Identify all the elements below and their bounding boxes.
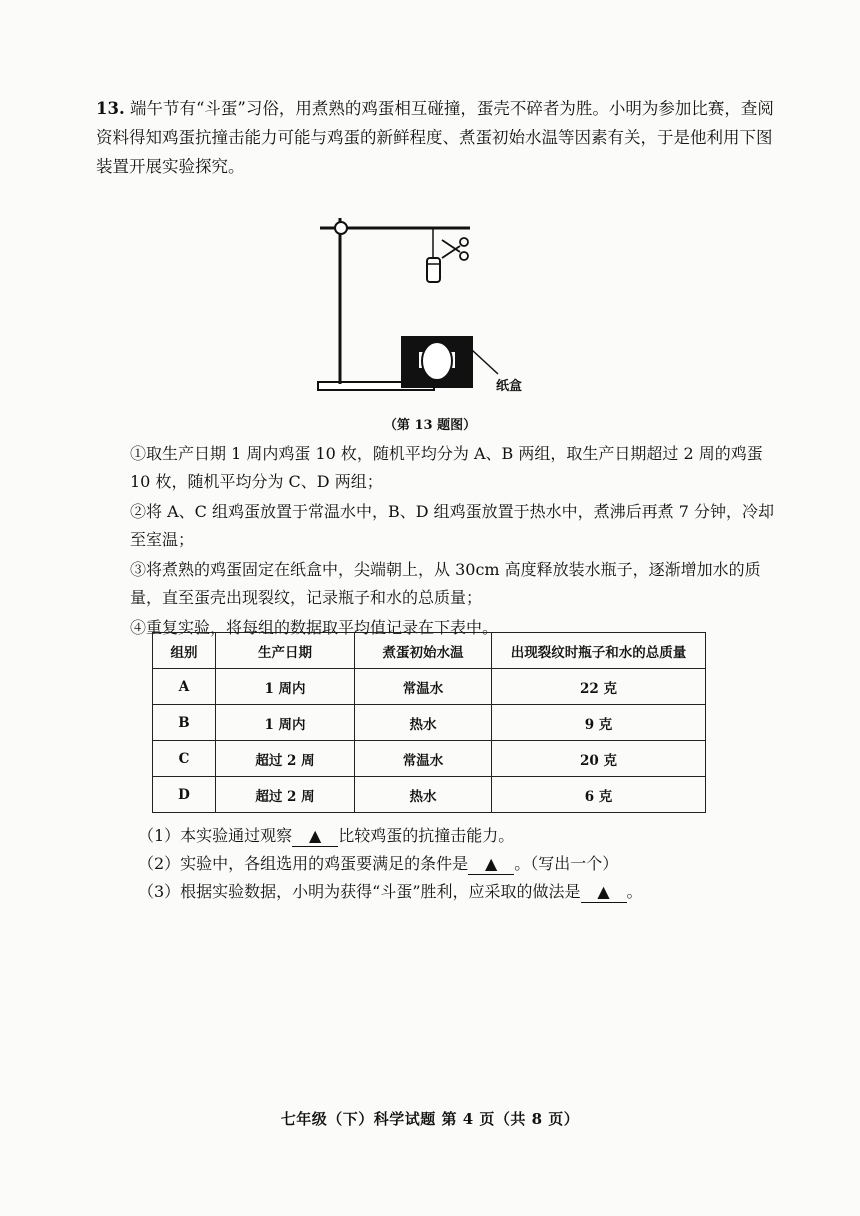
question-text: 端午节有“斗蛋”习俗，用煮熟的鸡蛋相互碰撞，蛋壳不碎者为胜。小明为参加比赛，查阅资料得知鸡蛋抗撞击能力可能与鸡蛋的新鲜程度、煮蛋初始水温等因素有关，于是他利用下图装置开展实验探究。 bbox=[96, 99, 774, 176]
step-2: ②将 A、C 组鸡蛋放置于常温水中，B、D 组鸡蛋放置于热水中，煮沸后再煮 7 分钟，冷却至室温； bbox=[130, 502, 774, 549]
header-group: 组别 bbox=[153, 633, 216, 669]
header-date: 生产日期 bbox=[216, 633, 355, 669]
cell-water-temp: 热水 bbox=[355, 705, 492, 741]
answer-blank[interactable]: ▲ bbox=[468, 854, 514, 875]
table-row bbox=[153, 705, 706, 741]
cell-group: D bbox=[153, 777, 216, 813]
question-intro bbox=[96, 94, 776, 181]
cell-date: 1 周内 bbox=[216, 669, 355, 705]
sub-questions bbox=[138, 822, 758, 906]
box-label: 纸盒 bbox=[496, 379, 523, 394]
sub-question-text: （1）本实验通过观察 bbox=[138, 826, 293, 845]
cell-date: 超过 2 周 bbox=[216, 777, 355, 813]
figure-caption: （第 13 题图） bbox=[383, 418, 477, 433]
procedure-steps bbox=[130, 440, 780, 644]
cell-date: 超过 2 周 bbox=[216, 741, 355, 777]
apparatus-drawing bbox=[300, 208, 560, 408]
sub-question-text: 。 bbox=[626, 882, 643, 901]
egg bbox=[422, 342, 452, 380]
box-pointer bbox=[472, 350, 498, 374]
sub-question-text: （3）根据实验数据，小明为获得“斗蛋”胜利，应采取的做法是 bbox=[138, 882, 581, 901]
results-table bbox=[152, 632, 706, 813]
cell-water-temp: 热水 bbox=[355, 777, 492, 813]
clamp bbox=[335, 222, 347, 234]
cell-group: B bbox=[153, 705, 216, 741]
page-footer: 七年级（下）科学试题 第 4 页（共 8 页） bbox=[280, 1110, 580, 1128]
answer-blank[interactable]: ▲ bbox=[292, 826, 338, 847]
cell-water-temp: 常温水 bbox=[355, 741, 492, 777]
sub-question-text: 比较鸡蛋的抗撞击能力。 bbox=[338, 826, 515, 845]
step-1: ①取生产日期 1 周内鸡蛋 10 枚，随机平均分为 A、B 两组，取生产日期超过 2 周的鸡蛋 10 枚，随机平均分为 C、D 两组； bbox=[130, 444, 763, 491]
cell-group: A bbox=[153, 669, 216, 705]
answer-blank[interactable]: ▲ bbox=[581, 882, 627, 903]
table-header-row bbox=[153, 633, 706, 669]
step-4: ④重复实验，将每组的数据取平均值记录在下表中。 bbox=[130, 618, 499, 637]
cell-date: 1 周内 bbox=[216, 705, 355, 741]
scissors-icon bbox=[442, 238, 468, 260]
cell-total-mass: 6 克 bbox=[492, 777, 706, 813]
sub-question-2 bbox=[138, 850, 758, 878]
header-water-temp: 煮蛋初始水温 bbox=[355, 633, 492, 669]
table-row bbox=[153, 669, 706, 705]
question-number: 13. bbox=[96, 99, 125, 118]
header-total-mass: 出现裂纹时瓶子和水的总质量 bbox=[492, 633, 706, 669]
experiment-apparatus-figure bbox=[300, 208, 560, 408]
cell-total-mass: 20 克 bbox=[492, 741, 706, 777]
step-3: ③将煮熟的鸡蛋固定在纸盒中，尖端朝上，从 30cm 高度释放装水瓶子，逐渐增加水的质量，直至蛋壳出现裂纹，记录瓶子和水的总质量； bbox=[130, 560, 761, 607]
table-row bbox=[153, 741, 706, 777]
cell-group: C bbox=[153, 741, 216, 777]
cell-water-temp: 常温水 bbox=[355, 669, 492, 705]
sub-question-text: 。（写出一个） bbox=[514, 854, 619, 873]
sub-question-1 bbox=[138, 822, 758, 850]
sub-question-text: （2）实验中，各组选用的鸡蛋要满足的条件是 bbox=[138, 854, 469, 873]
cell-total-mass: 22 克 bbox=[492, 669, 706, 705]
water-bottle bbox=[427, 258, 440, 282]
sub-question-3 bbox=[138, 878, 758, 906]
table-row bbox=[153, 777, 706, 813]
cell-total-mass: 9 克 bbox=[492, 705, 706, 741]
